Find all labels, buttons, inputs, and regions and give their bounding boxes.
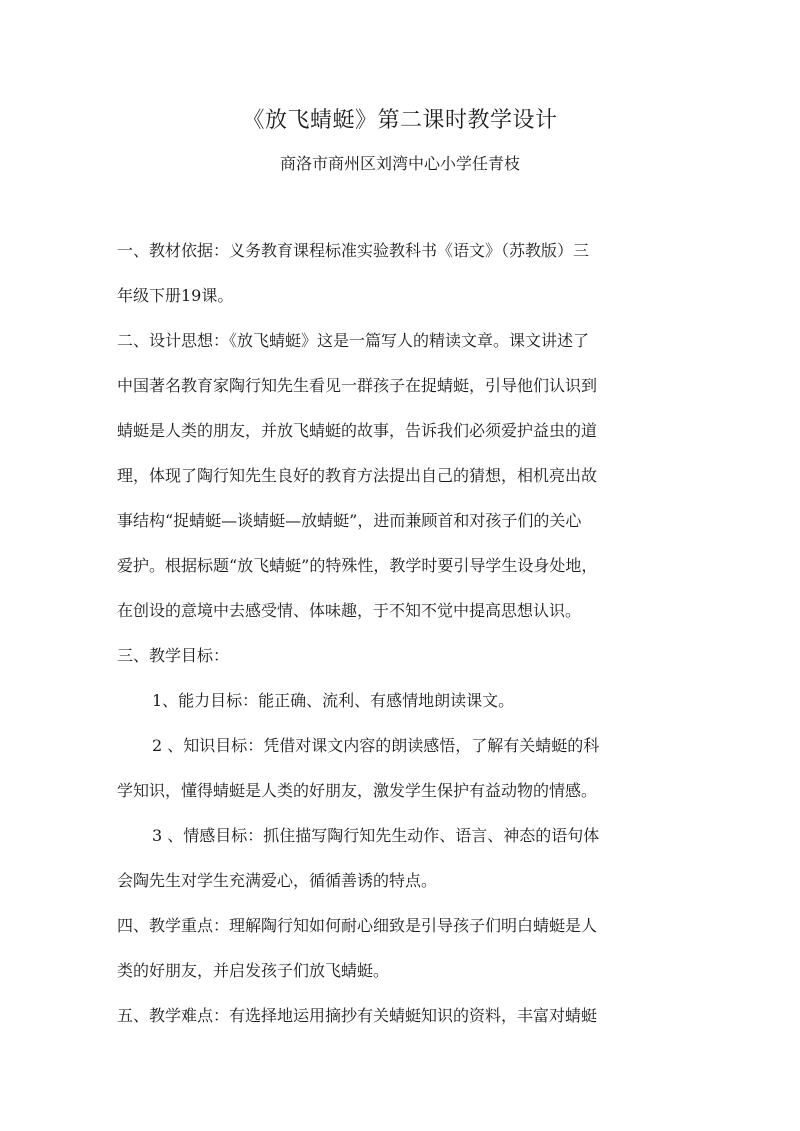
text-line: 四、教学重点：理解陶行知如何耐心细致是引导孩子们明白蜻蜓是人 [117,916,598,935]
text-line: 1、能力目标：能正确、流利、有感情地朗读课文。 [152,691,515,710]
document-author: 商洛市商州区刘湾中心小学任青枝 [279,154,520,173]
text-line: 三、教学目标： [117,646,230,665]
text-line: 学知识，懂得蜻蜓是人类的好朋友，激发学生保护有益动物的情感。 [117,781,598,800]
text-line: 类的好朋友，并启发孩子们放飞蜻蜓。 [117,961,390,980]
text-line: 五、教学难点：有选择地运用摘抄有关蜻蜓知识的资料，丰富对蜻蜓 [117,1006,598,1025]
text-line: 理，体现了陶行知先生良好的教育方法提出自己的猜想，相机亮出故 [117,466,598,485]
document-title: 《放飞蜻蜓》第二课时教学设计 [242,108,558,133]
text-line: 会陶先生对学生充满爱心，循循善诱的特点。 [117,871,438,890]
text-line: 爱护。根据标题“放飞蜻蜓”的特殊性，教学时要引导学生设身处地， [117,556,598,575]
text-line: 中国著名教育家陶行知先生看见一群孩子在捉蜻蜓，引导他们认识到 [117,376,598,395]
text-line: 二、设计思想：《放飞蜻蜓》这是一篇写人的精读文章。课文讲述了 [117,331,590,350]
text-line: 在创设的意境中去感受情、体味趣，于不知不觉中提高思想认识。 [117,601,582,620]
text-line: 3 、情感目标：抓住描写陶行知先生动作、语言、神态的语句体 [152,826,600,845]
text-line: 事结构“捉蜻蜓—谈蜻蜓—放蜻蜓”，进而兼顾首和对孩子们的关心 [117,511,582,530]
text-line: 年级下册19课。 [117,286,234,305]
text-line: 一、教材依据：义务教育课程标准实验教科书《语文》（苏教版）三 [117,241,590,260]
text-line: 蜻蜓是人类的朋友，并放飞蜻蜓的故事，告诉我们必须爱护益虫的道 [117,421,598,440]
text-line: 2 、知识目标：凭借对课文内容的朗读感悟，了解有关蜻蜓的科 [152,736,600,755]
